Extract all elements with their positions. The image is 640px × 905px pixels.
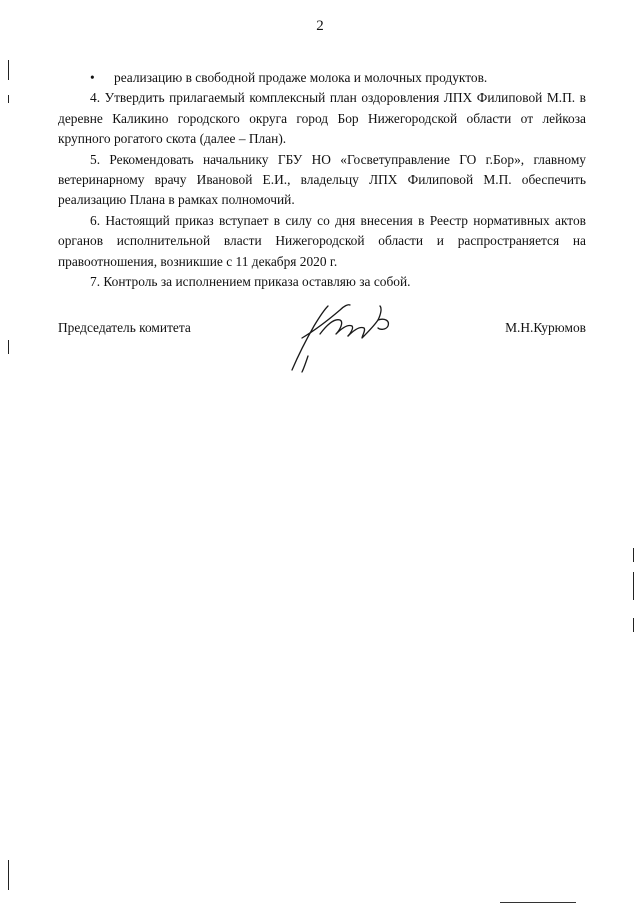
margin-mark bbox=[8, 95, 9, 103]
signatory-title: Председатель комитета bbox=[58, 320, 191, 335]
margin-mark bbox=[8, 60, 9, 80]
paragraph-bullet-text: реализацию в свободной продаже молока и молочных продуктов. bbox=[114, 70, 488, 85]
signatory-name: М.Н.Курюмов bbox=[505, 320, 586, 335]
paragraph-5: 5. Рекомендовать начальнику ГБУ НО «Госветуправление ГО г.Бор», главному ветеринарному врачу Ивановой Е.И., владельцу ЛПХ Филиповой М.П. обеспечить реализацию Плана в рамках полномочий. bbox=[58, 151, 586, 208]
margin-mark bbox=[8, 340, 9, 354]
paragraph-7: 7. Контроль за исполнением приказа оставляю за собой. bbox=[90, 274, 411, 290]
margin-mark bbox=[8, 860, 9, 890]
bullet-mark: • bbox=[90, 70, 95, 85]
paragraph-bullet bbox=[58, 68, 586, 88]
margin-mark bbox=[633, 618, 634, 632]
margin-mark bbox=[633, 572, 634, 600]
handwritten-signature bbox=[284, 296, 404, 376]
document-body bbox=[58, 68, 586, 292]
page-number: 2 bbox=[316, 18, 324, 34]
footer-rule bbox=[500, 902, 576, 903]
paragraph-6: 6. Настоящий приказ вступает в силу со дня внесения в Реестр нормативных актов органов исполнительной власти Нижегородской области и распространяется на правоотношения, возникшие с 11 декабря 2020 г. bbox=[58, 212, 586, 269]
margin-mark bbox=[633, 548, 634, 562]
paragraph-4: 4. Утвердить прилагаемый комплексный план оздоровления ЛПХ Филиповой М.П. в деревне Каликино городского округа город Бор Нижегородской области от лейкоза крупного рогатого скота (далее – План). bbox=[58, 90, 586, 147]
